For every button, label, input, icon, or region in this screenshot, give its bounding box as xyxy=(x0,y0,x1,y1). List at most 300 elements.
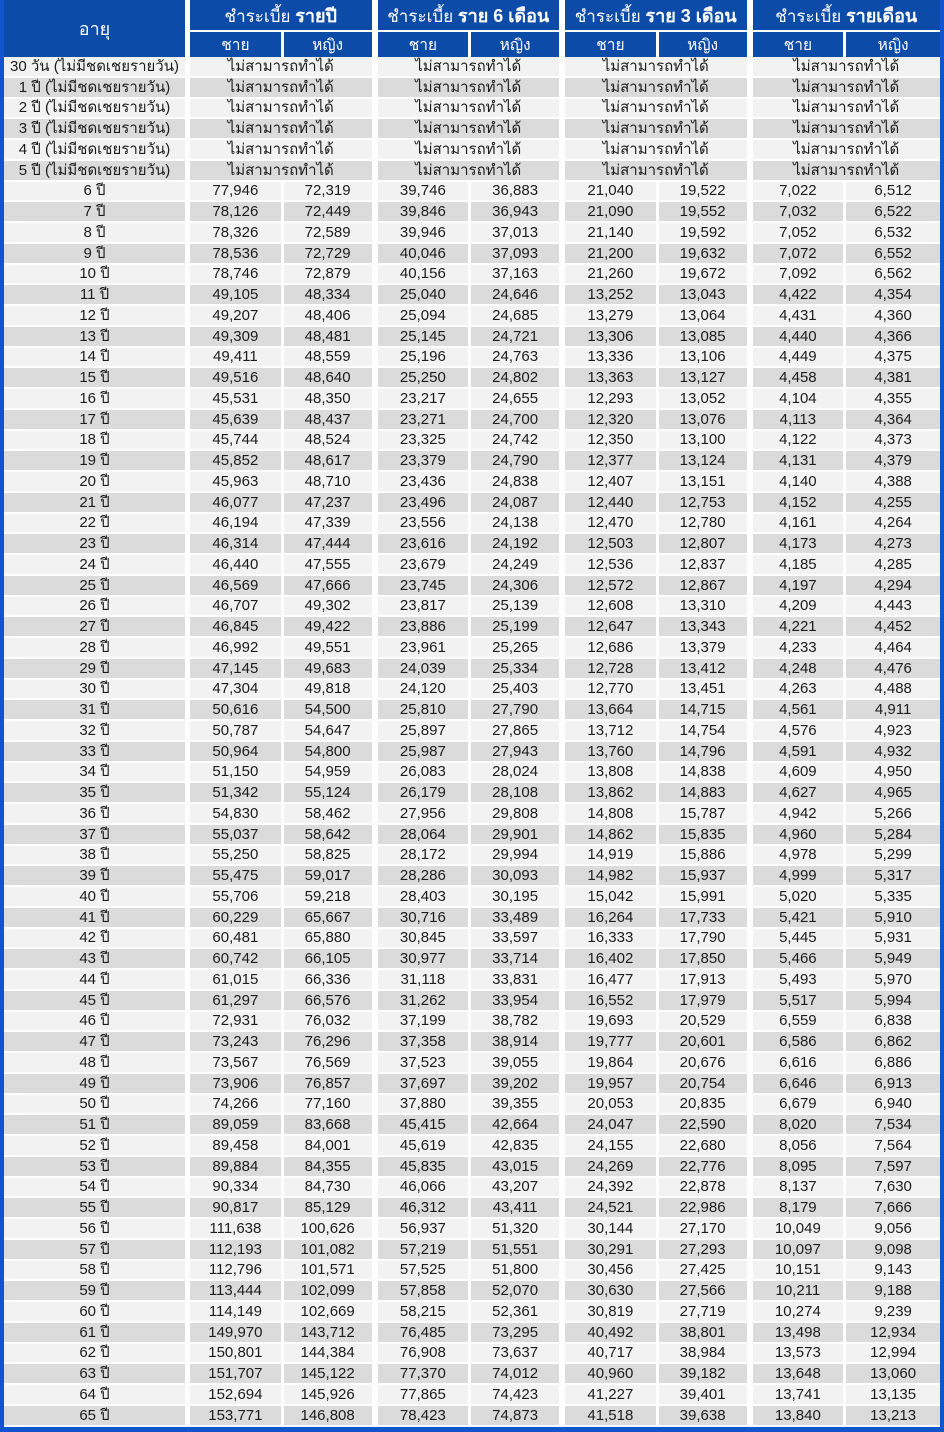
male-subheader-annual: ชาย xyxy=(190,32,284,57)
premium-cell: 7,052 xyxy=(753,223,847,244)
premium-cell: 20,676 xyxy=(659,1053,753,1074)
premium-cell: 4,950 xyxy=(846,763,940,784)
age-cell: 46 ปี xyxy=(4,1012,190,1033)
age-cell: 36 ปี xyxy=(4,804,190,825)
table-row xyxy=(4,1364,940,1385)
premium-cell: 37,163 xyxy=(471,265,565,286)
premium-cell: 36,883 xyxy=(471,182,565,203)
premium-cell: 13,085 xyxy=(659,327,753,348)
premium-cell: 21,200 xyxy=(565,244,659,265)
not-available-cell: ไม่สามารถทำได้ xyxy=(378,161,566,182)
premium-cell: 65,667 xyxy=(284,908,378,929)
table-row xyxy=(4,908,940,929)
premium-cell: 78,326 xyxy=(190,223,284,244)
table-row xyxy=(4,410,940,431)
table-row xyxy=(4,700,940,721)
age-cell: 3 ปี (ไม่มีชดเชยรายวัน) xyxy=(4,119,190,140)
premium-cell: 23,436 xyxy=(378,472,472,493)
premium-cell: 6,512 xyxy=(846,182,940,203)
premium-cell: 15,042 xyxy=(565,887,659,908)
premium-cell: 7,092 xyxy=(753,265,847,286)
female-subheader-annual: หญิง xyxy=(284,32,378,57)
premium-cell: 54,830 xyxy=(190,804,284,825)
table-row xyxy=(4,306,940,327)
female-subheader-monthly: หญิง xyxy=(846,32,940,57)
age-cell: 41 ปี xyxy=(4,908,190,929)
premium-cell: 50,787 xyxy=(190,721,284,742)
premium-cell: 4,627 xyxy=(753,783,847,804)
premium-cell: 77,865 xyxy=(378,1385,472,1406)
table-row xyxy=(4,721,940,742)
not-available-cell: ไม่สามารถทำได้ xyxy=(565,99,753,120)
premium-cell: 111,638 xyxy=(190,1219,284,1240)
not-available-cell: ไม่สามารถทำได้ xyxy=(378,140,566,161)
not-available-cell: ไม่สามารถทำได้ xyxy=(565,140,753,161)
premium-cell: 49,422 xyxy=(284,617,378,638)
premium-cell: 24,192 xyxy=(471,534,565,555)
premium-cell: 29,994 xyxy=(471,846,565,867)
premium-cell: 45,619 xyxy=(378,1136,472,1157)
age-cell: 8 ปี xyxy=(4,223,190,244)
premium-cell: 102,669 xyxy=(284,1302,378,1323)
premium-cell: 13,306 xyxy=(565,327,659,348)
table-row xyxy=(4,783,940,804)
premium-cell: 12,867 xyxy=(659,576,753,597)
premium-cell: 28,108 xyxy=(471,783,565,804)
premium-cell: 13,808 xyxy=(565,763,659,784)
age-cell: 39 ปี xyxy=(4,866,190,887)
premium-cell: 13,127 xyxy=(659,368,753,389)
premium-cell: 45,852 xyxy=(190,451,284,472)
premium-cell: 49,683 xyxy=(284,659,378,680)
premium-cell: 66,105 xyxy=(284,949,378,970)
premium-cell: 25,810 xyxy=(378,700,472,721)
premium-cell: 14,715 xyxy=(659,700,753,721)
premium-cell: 37,697 xyxy=(378,1074,472,1095)
premium-cell: 73,567 xyxy=(190,1053,284,1074)
premium-cell: 12,994 xyxy=(846,1344,940,1365)
premium-cell: 15,787 xyxy=(659,804,753,825)
age-cell: 55 ปี xyxy=(4,1198,190,1219)
premium-cell: 4,113 xyxy=(753,410,847,431)
table-row xyxy=(4,451,940,472)
premium-cell: 12,503 xyxy=(565,534,659,555)
premium-cell: 76,296 xyxy=(284,1032,378,1053)
table-row xyxy=(4,638,940,659)
table-row xyxy=(4,555,940,576)
premium-cell: 12,350 xyxy=(565,431,659,452)
premium-cell: 12,647 xyxy=(565,617,659,638)
premium-cell: 40,156 xyxy=(378,265,472,286)
premium-cell: 13,343 xyxy=(659,617,753,638)
premium-cell: 12,807 xyxy=(659,534,753,555)
premium-cell: 7,032 xyxy=(753,202,847,223)
premium-cell: 12,536 xyxy=(565,555,659,576)
premium-cell: 4,576 xyxy=(753,721,847,742)
premium-cell: 72,729 xyxy=(284,244,378,265)
premium-table xyxy=(4,0,940,1427)
premium-cell: 13,252 xyxy=(565,285,659,306)
premium-cell: 38,914 xyxy=(471,1032,565,1053)
premium-cell: 39,746 xyxy=(378,182,472,203)
table-row xyxy=(4,949,940,970)
premium-cell: 12,780 xyxy=(659,514,753,535)
premium-cell: 24,138 xyxy=(471,514,565,535)
premium-cell: 4,131 xyxy=(753,451,847,472)
premium-cell: 13,064 xyxy=(659,306,753,327)
premium-cell: 4,443 xyxy=(846,597,940,618)
premium-cell: 10,274 xyxy=(753,1302,847,1323)
premium-cell: 37,013 xyxy=(471,223,565,244)
table-row xyxy=(4,514,940,535)
table-row xyxy=(4,265,940,286)
table-row xyxy=(4,368,940,389)
premium-cell: 4,294 xyxy=(846,576,940,597)
premium-cell: 4,173 xyxy=(753,534,847,555)
premium-cell: 28,024 xyxy=(471,763,565,784)
premium-cell: 25,145 xyxy=(378,327,472,348)
premium-cell: 6,616 xyxy=(753,1053,847,1074)
premium-cell: 4,263 xyxy=(753,680,847,701)
premium-cell: 28,403 xyxy=(378,887,472,908)
age-cell: 25 ปี xyxy=(4,576,190,597)
premium-cell: 30,716 xyxy=(378,908,472,929)
premium-cell: 13,573 xyxy=(753,1344,847,1365)
premium-cell: 5,266 xyxy=(846,804,940,825)
premium-cell: 47,444 xyxy=(284,534,378,555)
premium-cell: 76,485 xyxy=(378,1323,472,1344)
premium-cell: 28,172 xyxy=(378,846,472,867)
age-cell: 57 ปี xyxy=(4,1240,190,1261)
premium-cell: 13,741 xyxy=(753,1385,847,1406)
premium-cell: 54,959 xyxy=(284,763,378,784)
premium-cell: 46,312 xyxy=(378,1198,472,1219)
premium-cell: 4,591 xyxy=(753,742,847,763)
not-available-cell: ไม่สามารถทำได้ xyxy=(190,161,378,182)
male-subheader-quarterly: ชาย xyxy=(565,32,659,57)
premium-cell: 39,355 xyxy=(471,1095,565,1116)
premium-cell: 24,047 xyxy=(565,1115,659,1136)
premium-cell: 19,632 xyxy=(659,244,753,265)
premium-cell: 13,379 xyxy=(659,638,753,659)
premium-cell: 19,957 xyxy=(565,1074,659,1095)
premium-cell: 84,355 xyxy=(284,1157,378,1178)
premium-cell: 41,227 xyxy=(565,1385,659,1406)
premium-cell: 25,199 xyxy=(471,617,565,638)
table-row xyxy=(4,742,940,763)
premium-cell: 13,412 xyxy=(659,659,753,680)
premium-cell: 13,862 xyxy=(565,783,659,804)
premium-cell: 39,401 xyxy=(659,1385,753,1406)
not-available-cell: ไม่สามารถทำได้ xyxy=(378,57,566,78)
table-row xyxy=(4,182,940,203)
table-row xyxy=(4,1344,940,1365)
premium-cell: 41,518 xyxy=(565,1406,659,1427)
premium-cell: 4,122 xyxy=(753,431,847,452)
table-row xyxy=(4,493,940,514)
not-available-cell: ไม่สามารถทำได้ xyxy=(565,78,753,99)
premium-cell: 13,363 xyxy=(565,368,659,389)
premium-cell: 30,845 xyxy=(378,929,472,950)
premium-cell: 4,978 xyxy=(753,846,847,867)
premium-cell: 101,082 xyxy=(284,1240,378,1261)
premium-cell: 52,361 xyxy=(471,1302,565,1323)
age-cell: 30 วัน (ไม่มีชดเชยรายวัน) xyxy=(4,57,190,78)
premium-cell: 5,335 xyxy=(846,887,940,908)
table-row xyxy=(4,1261,940,1282)
age-cell: 29 ปี xyxy=(4,659,190,680)
table-row xyxy=(4,1240,940,1261)
group-label-bold: รายปี xyxy=(295,5,337,26)
premium-cell: 22,878 xyxy=(659,1178,753,1199)
premium-cell: 6,559 xyxy=(753,1012,847,1033)
premium-cell: 14,862 xyxy=(565,825,659,846)
premium-cell: 54,647 xyxy=(284,721,378,742)
premium-cell: 23,961 xyxy=(378,638,472,659)
premium-cell: 84,730 xyxy=(284,1178,378,1199)
not-available-cell: ไม่สามารถทำได้ xyxy=(565,161,753,182)
premium-cell: 38,801 xyxy=(659,1323,753,1344)
premium-cell: 60,229 xyxy=(190,908,284,929)
age-cell: 15 ปี xyxy=(4,368,190,389)
premium-cell: 4,999 xyxy=(753,866,847,887)
premium-cell: 77,160 xyxy=(284,1095,378,1116)
age-cell: 5 ปี (ไม่มีชดเชยรายวัน) xyxy=(4,161,190,182)
premium-cell: 4,609 xyxy=(753,763,847,784)
table-row xyxy=(4,244,940,265)
premium-cell: 4,422 xyxy=(753,285,847,306)
premium-cell: 4,476 xyxy=(846,659,940,680)
premium-cell: 13,124 xyxy=(659,451,753,472)
premium-cell: 47,555 xyxy=(284,555,378,576)
age-cell: 63 ปี xyxy=(4,1364,190,1385)
premium-cell: 144,384 xyxy=(284,1344,378,1365)
group-label-bold: ราย 3 เดือน xyxy=(645,5,737,26)
not-available-cell: ไม่สามารถทำได้ xyxy=(565,119,753,140)
age-cell: 26 ปี xyxy=(4,597,190,618)
premium-cell: 57,858 xyxy=(378,1281,472,1302)
table-row xyxy=(4,223,940,244)
premium-cell: 17,913 xyxy=(659,970,753,991)
age-cell: 33 ปี xyxy=(4,742,190,763)
premium-cell: 13,279 xyxy=(565,306,659,327)
premium-cell: 14,796 xyxy=(659,742,753,763)
premium-cell: 48,406 xyxy=(284,306,378,327)
premium-cell: 55,706 xyxy=(190,887,284,908)
premium-cell: 33,714 xyxy=(471,949,565,970)
premium-cell: 5,970 xyxy=(846,970,940,991)
premium-cell: 13,712 xyxy=(565,721,659,742)
table-row xyxy=(4,804,940,825)
premium-cell: 24,700 xyxy=(471,410,565,431)
premium-cell: 74,873 xyxy=(471,1406,565,1427)
age-cell: 14 ปี xyxy=(4,348,190,369)
table-row xyxy=(4,680,940,701)
premium-cell: 25,897 xyxy=(378,721,472,742)
table-row xyxy=(4,161,940,182)
table-row xyxy=(4,617,940,638)
premium-cell: 39,182 xyxy=(659,1364,753,1385)
premium-cell: 151,707 xyxy=(190,1364,284,1385)
premium-cell: 73,906 xyxy=(190,1074,284,1095)
premium-cell: 30,977 xyxy=(378,949,472,970)
premium-cell: 74,423 xyxy=(471,1385,565,1406)
premium-cell: 46,707 xyxy=(190,597,284,618)
age-cell: 50 ปี xyxy=(4,1095,190,1116)
premium-cell: 31,118 xyxy=(378,970,472,991)
premium-cell: 6,886 xyxy=(846,1053,940,1074)
age-cell: 37 ปี xyxy=(4,825,190,846)
premium-cell: 57,219 xyxy=(378,1240,472,1261)
premium-cell: 4,388 xyxy=(846,472,940,493)
not-available-cell: ไม่สามารถทำได้ xyxy=(190,78,378,99)
premium-cell: 4,221 xyxy=(753,617,847,638)
premium-cell: 24,742 xyxy=(471,431,565,452)
premium-cell: 23,616 xyxy=(378,534,472,555)
premium-cell: 15,937 xyxy=(659,866,753,887)
premium-cell: 22,986 xyxy=(659,1198,753,1219)
premium-cell: 78,126 xyxy=(190,202,284,223)
premium-cell: 17,979 xyxy=(659,991,753,1012)
age-column-header: อายุ xyxy=(4,0,190,57)
age-cell: 17 ปี xyxy=(4,410,190,431)
premium-cell: 73,243 xyxy=(190,1032,284,1053)
premium-cell: 49,302 xyxy=(284,597,378,618)
premium-cell: 73,637 xyxy=(471,1344,565,1365)
table-row xyxy=(4,1323,940,1344)
premium-cell: 21,040 xyxy=(565,182,659,203)
premium-cell: 13,336 xyxy=(565,348,659,369)
premium-cell: 25,403 xyxy=(471,680,565,701)
table-row xyxy=(4,970,940,991)
age-cell: 60 ปี xyxy=(4,1302,190,1323)
premium-cell: 112,796 xyxy=(190,1261,284,1282)
premium-cell: 40,046 xyxy=(378,244,472,265)
premium-cell: 40,492 xyxy=(565,1323,659,1344)
age-cell: 11 ปี xyxy=(4,285,190,306)
premium-cell: 146,808 xyxy=(284,1406,378,1427)
premium-cell: 49,309 xyxy=(190,327,284,348)
table-row xyxy=(4,597,940,618)
premium-cell: 55,250 xyxy=(190,846,284,867)
premium-cell: 23,886 xyxy=(378,617,472,638)
premium-cell: 12,728 xyxy=(565,659,659,680)
premium-cell: 26,179 xyxy=(378,783,472,804)
premium-cell: 4,152 xyxy=(753,493,847,514)
age-cell: 62 ปี xyxy=(4,1344,190,1365)
premium-cell: 51,342 xyxy=(190,783,284,804)
premium-cell: 25,196 xyxy=(378,348,472,369)
table-row xyxy=(4,825,940,846)
premium-cell: 23,325 xyxy=(378,431,472,452)
premium-cell: 76,857 xyxy=(284,1074,378,1095)
table-row xyxy=(4,119,940,140)
premium-cell: 25,139 xyxy=(471,597,565,618)
premium-cell: 13,052 xyxy=(659,389,753,410)
premium-cell: 4,923 xyxy=(846,721,940,742)
premium-cell: 4,197 xyxy=(753,576,847,597)
premium-cell: 19,693 xyxy=(565,1012,659,1033)
payment-group-header-monthly xyxy=(753,0,941,32)
premium-cell: 27,293 xyxy=(659,1240,753,1261)
premium-cell: 13,664 xyxy=(565,700,659,721)
table-row xyxy=(4,1406,940,1427)
premium-cell: 73,295 xyxy=(471,1323,565,1344)
premium-cell: 48,710 xyxy=(284,472,378,493)
table-row xyxy=(4,1157,940,1178)
premium-cell: 29,901 xyxy=(471,825,565,846)
group-label-prefix: ชำระเบี้ย xyxy=(224,6,291,26)
premium-cell: 43,015 xyxy=(471,1157,565,1178)
premium-cell: 5,284 xyxy=(846,825,940,846)
age-cell: 52 ปี xyxy=(4,1136,190,1157)
premium-cell: 6,679 xyxy=(753,1095,847,1116)
premium-cell: 37,093 xyxy=(471,244,565,265)
premium-cell: 25,334 xyxy=(471,659,565,680)
premium-cell: 20,529 xyxy=(659,1012,753,1033)
premium-cell: 66,336 xyxy=(284,970,378,991)
premium-cell: 58,215 xyxy=(378,1302,472,1323)
premium-cell: 13,840 xyxy=(753,1406,847,1427)
not-available-cell: ไม่สามารถทำได้ xyxy=(753,140,941,161)
table-row xyxy=(4,1385,940,1406)
premium-cell: 12,470 xyxy=(565,514,659,535)
premium-cell: 7,534 xyxy=(846,1115,940,1136)
table-row xyxy=(4,1053,940,1074)
premium-cell: 10,049 xyxy=(753,1219,847,1240)
age-cell: 4 ปี (ไม่มีชดเชยรายวัน) xyxy=(4,140,190,161)
premium-cell: 30,291 xyxy=(565,1240,659,1261)
premium-cell: 37,523 xyxy=(378,1053,472,1074)
table-row xyxy=(4,1032,940,1053)
premium-cell: 7,072 xyxy=(753,244,847,265)
table-row xyxy=(4,1219,940,1240)
age-cell: 35 ปี xyxy=(4,783,190,804)
premium-cell: 49,516 xyxy=(190,368,284,389)
table-row xyxy=(4,1178,940,1199)
premium-cell: 14,919 xyxy=(565,846,659,867)
premium-cell: 17,790 xyxy=(659,929,753,950)
age-cell: 54 ปี xyxy=(4,1178,190,1199)
table-row xyxy=(4,327,940,348)
table-row xyxy=(4,472,940,493)
premium-cell: 33,597 xyxy=(471,929,565,950)
premium-cell: 7,630 xyxy=(846,1178,940,1199)
premium-cell: 4,360 xyxy=(846,306,940,327)
premium-cell: 24,763 xyxy=(471,348,565,369)
premium-cell: 8,020 xyxy=(753,1115,847,1136)
premium-cell: 66,576 xyxy=(284,991,378,1012)
table-row xyxy=(4,929,940,950)
premium-cell: 4,285 xyxy=(846,555,940,576)
premium-cell: 16,477 xyxy=(565,970,659,991)
premium-cell: 78,423 xyxy=(378,1406,472,1427)
table-row xyxy=(4,1198,940,1219)
age-cell: 1 ปี (ไม่มีชดเชยรายวัน) xyxy=(4,78,190,99)
premium-cell: 60,742 xyxy=(190,949,284,970)
premium-cell: 15,991 xyxy=(659,887,753,908)
premium-cell: 46,992 xyxy=(190,638,284,659)
premium-cell: 83,668 xyxy=(284,1115,378,1136)
premium-cell: 4,264 xyxy=(846,514,940,535)
table-row xyxy=(4,1095,940,1116)
premium-cell: 30,630 xyxy=(565,1281,659,1302)
premium-cell: 27,566 xyxy=(659,1281,753,1302)
table-row xyxy=(4,576,940,597)
premium-cell: 8,137 xyxy=(753,1178,847,1199)
age-cell: 44 ปี xyxy=(4,970,190,991)
premium-cell: 12,407 xyxy=(565,472,659,493)
